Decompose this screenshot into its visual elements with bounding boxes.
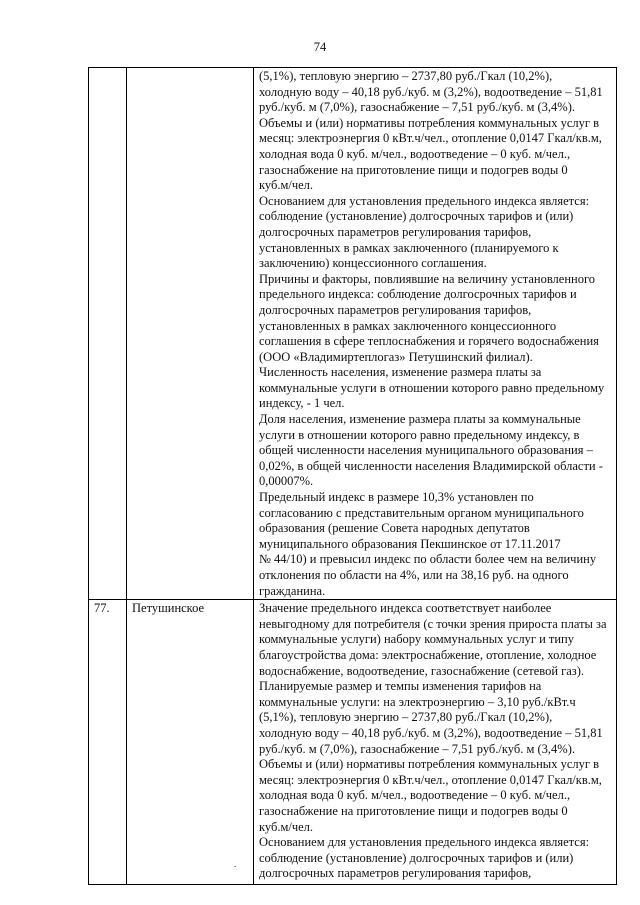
text-line: газоснабжение на приготовление пищи и подогрев воды 0 <box>259 803 568 818</box>
text-line: коммунальные услуги: на электроэнергию – 3,10 руб./кВт.ч <box>259 694 576 709</box>
row-number-cell <box>89 600 127 885</box>
text-line: 0,02%, в общей численности населения Владимирской области - <box>259 458 603 473</box>
text-line: отклонения по области на 4%, или на 38,16 руб. на одного <box>259 568 569 582</box>
description-text <box>254 68 616 599</box>
text-line: холодная вода 0 куб. м/чел., водоотведение – 0 куб. м/чел., <box>259 146 571 161</box>
text-line: индексу, - 1 чел. <box>259 396 345 411</box>
text-line: установленных в рамках заключенного (планируемого к <box>259 240 559 255</box>
table-row <box>89 68 617 600</box>
municipality-name: Петушинское <box>132 601 205 616</box>
text-line: 0,00007%. <box>259 474 314 489</box>
text-line: водоснабжение, водоотведение, газоснабжение (сетевой газ). <box>259 663 585 678</box>
municipality-name <box>127 68 253 69</box>
text-line: Причины и факторы, повлиявшие на величину установленного <box>259 271 596 286</box>
row-number <box>89 68 126 69</box>
text-line: (ООО «Владимиртеплогаз» Петушинский филиал). <box>259 349 533 364</box>
text-line: Объемы и (или) нормативы потребления коммунальных услуг в <box>259 757 600 772</box>
row-number: 77. <box>94 601 110 616</box>
text-line: куб.м/чел. <box>259 819 314 834</box>
text-line: месяц: электроэнергия 0 кВт.ч/чел., отопление 0,0147 Гкал/кв.м, <box>259 131 602 146</box>
text-line: Доля населения, изменение размера платы за коммунальные <box>259 412 581 427</box>
text-line: (5,1%), тепловую энергию – 2737,80 руб./Гкал (10,2%), <box>259 710 553 725</box>
text-line: соглашения в сфере теплоснабжения и горячего водоснабжения <box>259 334 599 349</box>
text-line: газоснабжение на приготовление пищи и подогрев воды 0 <box>259 162 568 177</box>
text-line: установленных в рамках заключенного концессионного <box>259 318 557 333</box>
text-line: образования (решение Совета народных депутатов <box>259 521 530 536</box>
municipality-cell <box>127 68 254 600</box>
text-line: соблюдение (установление) долгосрочных тарифов и (или) <box>259 850 574 865</box>
text-line: руб./куб. м (7,0%), газоснабжение – 7,51 руб./куб. м (3,4%). <box>259 100 575 115</box>
text-line: № 44/10) и превысил индекс по области более чем на величину <box>259 552 597 567</box>
text-line: заключению) концессионного соглашения. <box>259 256 487 271</box>
text-line: Численность населения, изменение размера платы за <box>259 365 542 380</box>
text-line: соблюдение (установление) долгосрочных тарифов и (или) <box>259 209 574 224</box>
text-line: благоустройства дома: электроснабжение, отопление, холодное <box>259 647 597 662</box>
footer-mark: . <box>234 859 237 869</box>
text-line: услуги в отношении которого равно предельному индексу, в <box>259 427 580 442</box>
description-cell <box>254 68 617 600</box>
text-line: коммунальные услуги) набору коммунальных услуг и типу <box>259 632 574 647</box>
document-table <box>88 67 617 885</box>
text-line: Объемы и (или) нормативы потребления коммунальных услуг в <box>259 115 600 130</box>
text-line: Значение предельного индекса соответствует наиболее <box>259 601 552 616</box>
page-number: 74 <box>313 40 327 54</box>
text-line: гражданина. <box>259 583 326 598</box>
text-line: долгосрочных параметров регулирования тарифов, <box>259 224 532 239</box>
text-line: коммунальные услуги в отношении которого равно предельному <box>259 380 605 395</box>
text-line: холодную воду – 40,18 руб./куб. м (3,2%), водоотведение – 51,81 <box>259 725 603 740</box>
text-line: долгосрочных параметров регулирования тарифов, <box>259 866 532 881</box>
text-line: невыгодному для потребителя (с точки зрения прироста платы за <box>259 616 607 631</box>
text-line: месяц: электроэнергия 0 кВт.ч/чел., отопление 0,0147 Гкал/кв.м, <box>259 772 602 787</box>
text-line: Основанием для установления предельного индекса является: <box>259 835 590 850</box>
description-text <box>254 600 616 884</box>
description-cell <box>254 600 617 885</box>
text-line: куб.м/чел. <box>259 178 314 193</box>
text-line: холодная вода 0 куб. м/чел., водоотведение – 0 куб. м/чел., <box>259 788 571 803</box>
text-line: общей численности населения муниципального образования – <box>259 443 593 458</box>
row-number-cell <box>89 68 127 600</box>
table-row <box>89 600 617 885</box>
text-line: муниципального образования Пекшинское от 17.11.2017 <box>259 536 561 551</box>
text-line: (5,1%), тепловую энергию – 2737,80 руб./Гкал (10,2%), <box>259 69 553 83</box>
text-line: холодную воду – 40,18 руб./куб. м (3,2%), водоотведение – 51,81 <box>259 84 603 99</box>
text-line: долгосрочных параметров регулирования тарифов, <box>259 302 532 317</box>
text-line: Планируемые размер и темпы изменения тарифов на <box>259 679 542 694</box>
municipality-cell <box>127 600 254 885</box>
text-line: руб./куб. м (7,0%), газоснабжение – 7,51 руб./куб. м (3,4%). <box>259 741 575 756</box>
text-line: предельного индекса: соблюдение долгосрочных тарифов и <box>259 287 577 302</box>
text-line: согласованию с представительным органом муниципального <box>259 505 584 520</box>
text-line: Основанием для установления предельного индекса является: <box>259 193 590 208</box>
text-line: Предельный индекс в размере 10,3% установлен по <box>259 490 534 505</box>
